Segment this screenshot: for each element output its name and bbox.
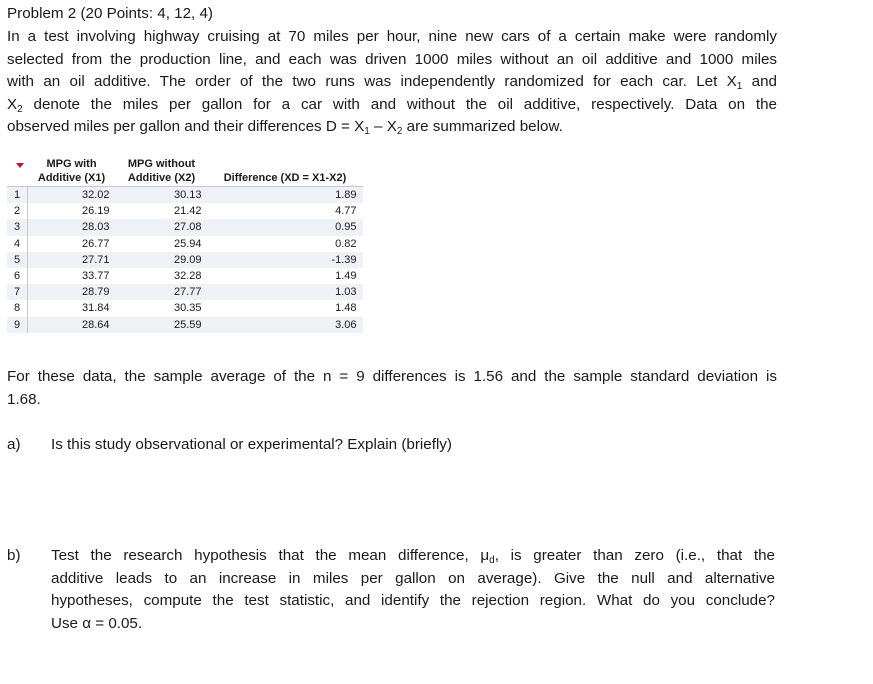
cell-mpg-with: 31.84	[81, 302, 110, 315]
row-number: 6	[7, 268, 28, 284]
cell-mpg-with: 26.19	[81, 205, 110, 218]
cell-difference: 0.95	[208, 219, 363, 235]
problem-intro	[7, 26, 777, 139]
question-a-label: a)	[7, 436, 21, 453]
header-difference: Difference (XD = X1-X2)	[223, 172, 347, 184]
header-mpg-with-additive: MPG with Additive (X1)	[37, 158, 106, 184]
cell-difference: 3.06	[208, 317, 363, 333]
question-b-text	[51, 545, 775, 635]
cell-mpg-without: 25.59	[116, 317, 208, 333]
cell-difference: 1.89	[208, 187, 363, 204]
table-row	[7, 203, 363, 219]
cell-mpg-without: 30.13	[116, 187, 208, 204]
question-b-label: b)	[7, 547, 21, 564]
question-a-text: Is this study observational or experimental? Explain (briefly)	[51, 436, 452, 453]
row-number: 5	[7, 252, 28, 268]
cell-mpg-without: 29.09	[116, 252, 208, 268]
table-row	[7, 187, 363, 204]
table-row	[7, 252, 363, 268]
cell-mpg-without: 21.42	[173, 205, 202, 218]
intro-line-5: observed miles per gallon and their differences $D = X_1 - X_2$ are summarized below.	[7, 118, 563, 138]
table-row	[7, 284, 363, 300]
cell-mpg-with: 26.77	[81, 237, 110, 250]
table-row	[7, 300, 363, 316]
cell-mpg-without: 25.94	[173, 237, 202, 250]
cell-mpg-with: 28.64	[28, 317, 116, 333]
cell-difference: 1.48	[335, 302, 357, 315]
table-row	[7, 268, 363, 284]
table-row	[7, 317, 363, 333]
cell-difference: 1.03	[208, 284, 363, 300]
cell-mpg-without: 32.28	[173, 270, 202, 283]
table-row	[7, 219, 363, 235]
cell-difference: 1.49	[335, 270, 357, 283]
cell-mpg-with: 33.77	[81, 270, 110, 283]
cell-mpg-without: 27.08	[116, 219, 208, 235]
problem-title: Problem 2 (20 Points: 4, 12, 4)	[7, 5, 213, 22]
intro-line-3: with an oil additive. The order of the two runs was independently randomized for each car. Let $X_1$ and	[7, 73, 778, 93]
cell-difference: 4.77	[335, 205, 357, 218]
summary-line-1: For these data, the sample average of the n = 9 differences is 1.56 and the sample standard deviation is	[7, 368, 777, 385]
cell-difference: -1.39	[208, 252, 363, 268]
row-number: 3	[7, 219, 28, 235]
row-number: 2	[7, 203, 28, 219]
summary-line-2: 1.68.	[7, 390, 41, 408]
cell-mpg-without: 27.77	[116, 284, 208, 300]
dropdown-triangle-icon[interactable]	[16, 163, 24, 168]
mpg-data-table	[7, 157, 363, 333]
header-mpg-without-additive: MPG without Additive (X2)	[127, 158, 196, 184]
cell-difference: 0.82	[335, 237, 357, 250]
summary-statistics	[7, 366, 777, 411]
intro-line-1: In a test involving highway cruising at 70 miles per hour, nine new cars of a certain make were randomly	[7, 28, 777, 45]
row-number: 8	[7, 300, 28, 316]
cell-mpg-without: 30.35	[173, 302, 202, 315]
intro-line-2: selected from the production line, and each was driven 1000 miles without an oil additive and 1000 miles	[7, 50, 777, 68]
cell-mpg-with: 28.03	[28, 219, 116, 235]
question-b-line-4: Use α = 0.05.	[51, 614, 143, 632]
intro-line-4: $X_2$ denote the miles per gallon for a car with and without the oil additive, respectively. Data on the	[7, 95, 777, 115]
question-b-line-2: additive leads to an increase in miles per gallon on average). Give the null and alternative	[51, 569, 775, 587]
cell-mpg-with: 32.02	[28, 187, 116, 204]
cell-mpg-with: 28.79	[28, 284, 116, 300]
row-number: 1	[7, 187, 28, 204]
row-number: 7	[7, 284, 28, 300]
row-number: 9	[7, 317, 28, 333]
table-row	[7, 236, 363, 252]
question-b-line-1: Test the research hypothesis that the mean difference, $\mu_d$, is greater than zero (i.e., that the	[51, 547, 776, 566]
cell-mpg-with: 27.71	[28, 252, 116, 268]
question-b-line-3: hypotheses, compute the test statistic, and identify the rejection region. What do you conclude?	[51, 592, 775, 610]
row-number: 4	[7, 236, 28, 252]
table-corner[interactable]	[7, 157, 28, 187]
